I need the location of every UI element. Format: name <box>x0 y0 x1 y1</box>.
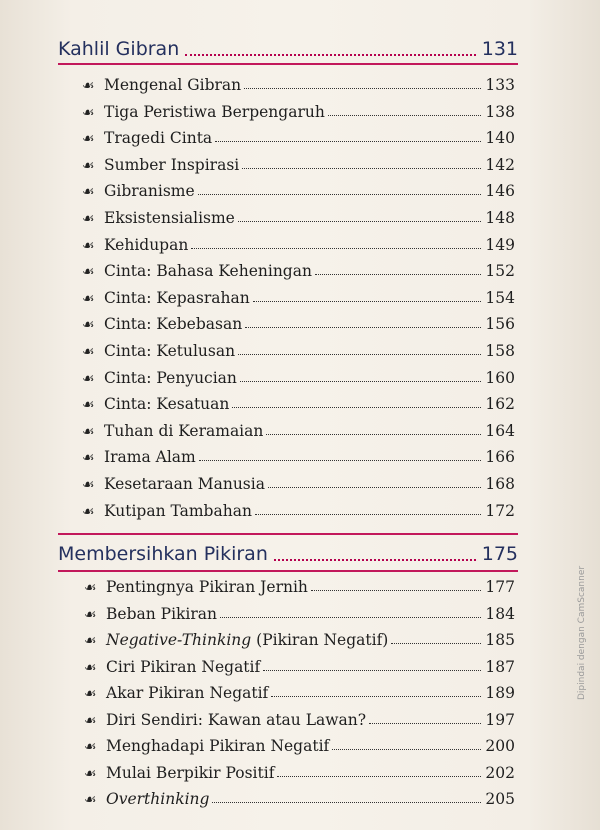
section-page-number: 131 <box>481 38 518 60</box>
fleuron-icon: ☙ <box>82 450 95 467</box>
toc-entry-title <box>104 209 235 227</box>
toc-entry-page-number: 160 <box>485 368 515 387</box>
toc-entry-title <box>104 262 312 280</box>
toc-entry <box>84 650 515 676</box>
toc-entry <box>82 201 515 227</box>
toc-entry-title <box>104 76 241 94</box>
toc-entry-title <box>104 236 188 254</box>
toc-entry-title-text: Irama Alam <box>104 448 196 467</box>
fleuron-icon: ☙ <box>82 477 95 493</box>
fleuron-icon: ☙ <box>82 317 95 334</box>
toc-entry-title-text: Pentingnya Pikiran Jernih <box>106 578 308 596</box>
toc-entry-title-text: (Pikiran Negatif) <box>251 631 389 649</box>
leader-dots <box>274 559 476 561</box>
fleuron-icon: ☙ <box>82 157 95 174</box>
toc-entry-title-text: Gibranisme <box>104 182 195 201</box>
toc-entry-page-number: 197 <box>485 710 515 729</box>
fleuron-icon: ☙ <box>82 131 95 148</box>
toc-entry-page-number: 184 <box>485 604 515 623</box>
toc-entry-page-number: 185 <box>485 631 515 649</box>
fleuron-icon: ☙ <box>82 211 95 227</box>
leader-dots <box>271 696 481 697</box>
leader-dots <box>391 643 481 644</box>
toc-entry-title <box>104 129 212 147</box>
toc-entry-title-text: Cinta: Penyucian <box>104 368 237 387</box>
toc-entry-title <box>104 182 195 200</box>
leader-dots <box>242 168 481 169</box>
toc-entry-title-text: Tragedi Cinta <box>104 129 213 148</box>
toc-entry-page-number: 148 <box>485 209 515 227</box>
toc-entry-page-number: 133 <box>485 76 515 94</box>
toc-entry-title <box>104 395 229 413</box>
toc-entry-page-number: 189 <box>485 684 515 702</box>
toc-entry <box>84 703 515 729</box>
fleuron-icon: ☙ <box>82 290 95 307</box>
toc-entry-title <box>104 369 237 387</box>
fleuron-icon: ☙ <box>82 423 95 440</box>
toc-entry-title <box>106 737 329 755</box>
fleuron-icon: ☙ <box>84 765 97 782</box>
toc-entry-title <box>104 315 242 333</box>
leader-dots <box>277 776 481 777</box>
toc-entry-title-text: Cinta: Kesatuan <box>104 395 230 414</box>
toc-entry <box>82 414 515 440</box>
toc-entry-page-number: 172 <box>485 501 515 520</box>
toc-entry-page-number: 168 <box>485 475 515 493</box>
toc-entry-page-number: 205 <box>485 790 515 808</box>
toc-entry-title <box>104 103 325 121</box>
leader-dots <box>268 487 481 488</box>
leader-dots <box>255 514 481 515</box>
toc-entry-title <box>106 764 274 782</box>
toc-entry-title <box>106 711 366 729</box>
toc-entry <box>82 494 515 520</box>
toc-entry <box>84 782 515 808</box>
toc-entry-title <box>104 502 252 520</box>
fleuron-icon: ☙ <box>82 184 95 201</box>
toc-entry-page-number: 187 <box>485 657 515 676</box>
toc-entry <box>84 570 515 596</box>
section-title: Kahlil Gibran <box>58 38 180 60</box>
leader-dots <box>238 221 482 222</box>
toc-entry-title-text: Ciri Pikiran Negatif <box>106 657 261 676</box>
toc-entry-page-number: 156 <box>485 315 515 334</box>
toc-entry-title <box>104 289 250 307</box>
toc-entry-title-text: Kehidupan <box>104 235 189 254</box>
toc-entry-title-text: Cinta: Ketulusan <box>104 342 236 360</box>
toc-entry-page-number: 200 <box>485 737 515 755</box>
leader-dots <box>215 141 481 142</box>
toc-entry-page-number: 177 <box>485 578 515 596</box>
toc-entry-page-number: 154 <box>485 288 515 307</box>
toc-entry-title-text: Menghadapi Pikiran Negatif <box>106 737 330 755</box>
toc-entry-title <box>106 605 217 623</box>
leader-dots <box>185 54 475 56</box>
fleuron-icon: ☙ <box>84 606 97 623</box>
toc-entry <box>82 307 515 333</box>
toc-entry <box>82 281 515 307</box>
toc-entry <box>82 95 515 121</box>
toc-entry <box>82 121 515 147</box>
section-rule <box>58 533 518 535</box>
toc-entry-page-number: 146 <box>485 182 515 201</box>
toc-entry-title <box>106 631 388 649</box>
leader-dots <box>263 670 481 671</box>
toc-entry-title <box>104 475 265 493</box>
toc-entry-title-text: Cinta: Bahasa Keheningan <box>104 262 312 281</box>
toc-entry <box>82 148 515 174</box>
fleuron-icon: ☙ <box>84 739 97 755</box>
toc-entry-title-text: Mulai Berpikir Positif <box>106 763 275 782</box>
toc-entry-title-text: Beban Pikiran <box>106 604 218 623</box>
section-rule <box>58 63 518 65</box>
toc-entry-title-text: Tiga Peristiwa Berpengaruh <box>104 102 325 121</box>
toc-entry-title <box>106 658 260 676</box>
fleuron-icon: ☙ <box>82 370 95 387</box>
toc-entry <box>84 756 515 782</box>
section-heading <box>58 537 518 565</box>
toc-entry-title <box>104 342 235 360</box>
toc-entry-title <box>104 156 239 174</box>
toc-entry-page-number: 158 <box>485 342 515 360</box>
toc-entry-title-text: Kutipan Tambahan <box>104 501 252 520</box>
toc-entry <box>84 623 515 649</box>
leader-dots <box>369 723 481 724</box>
leader-dots <box>245 327 481 328</box>
leader-dots <box>311 590 482 591</box>
section-page-number: 175 <box>481 543 518 565</box>
toc-entry-title-text: Mengenal Gibran <box>104 76 242 94</box>
leader-dots <box>232 407 481 408</box>
leader-dots <box>199 460 482 461</box>
toc-entry-page-number: 202 <box>485 763 515 782</box>
toc-entry-page-number: 164 <box>485 421 515 440</box>
leader-dots <box>212 802 481 803</box>
toc-entry-title-text: Cinta: Kebebasan <box>104 315 243 334</box>
toc-entry-title-text: Akar Pikiran Negatif <box>106 684 269 702</box>
toc-entry <box>82 174 515 200</box>
fleuron-icon: ☙ <box>82 344 95 360</box>
fleuron-icon: ☙ <box>84 659 97 676</box>
section-heading <box>58 32 518 60</box>
toc-entry <box>82 440 515 466</box>
toc-entry-title-italic: Overthinking <box>106 790 210 808</box>
fleuron-icon: ☙ <box>82 397 95 414</box>
leader-dots <box>198 194 482 195</box>
toc-entry-title <box>104 448 196 466</box>
toc-entry-title-text: Cinta: Kepasrahan <box>104 288 250 307</box>
fleuron-icon: ☙ <box>84 633 97 649</box>
toc-entry-title <box>106 684 268 702</box>
toc-entry-page-number: 142 <box>485 155 515 174</box>
leader-dots <box>240 381 481 382</box>
leader-dots <box>238 354 481 355</box>
fleuron-icon: ☙ <box>84 792 97 808</box>
leader-dots <box>253 301 482 302</box>
toc-entry-title-text: Tuhan di Keramaian <box>104 421 264 440</box>
toc-entry-page-number: 152 <box>485 262 515 281</box>
toc-entry-title-text: Sumber Inspirasi <box>104 155 240 174</box>
leader-dots <box>191 248 481 249</box>
toc-entry <box>82 68 515 94</box>
toc-entry-title <box>104 422 263 440</box>
toc-entry-title-text: Eksistensialisme <box>104 209 235 227</box>
toc-entry <box>82 387 515 413</box>
leader-dots <box>244 88 481 89</box>
leader-dots <box>220 617 481 618</box>
fleuron-icon: ☙ <box>82 264 95 281</box>
toc-entry-page-number: 138 <box>485 102 515 121</box>
toc-entry-title <box>106 790 209 808</box>
toc-entry <box>84 729 515 755</box>
fleuron-icon: ☙ <box>82 237 95 254</box>
toc-entry-page-number: 166 <box>485 448 515 467</box>
fleuron-icon: ☙ <box>84 686 97 702</box>
toc-entry <box>82 334 515 360</box>
fleuron-icon: ☙ <box>84 580 97 596</box>
fleuron-icon: ☙ <box>84 712 97 729</box>
toc-entry <box>82 467 515 493</box>
fleuron-icon: ☙ <box>82 78 95 94</box>
toc-entry-page-number: 162 <box>485 395 515 414</box>
toc-entry-title <box>106 578 308 596</box>
toc-entry-title-text: Kesetaraan Manusia <box>104 475 265 493</box>
leader-dots <box>332 749 481 750</box>
toc-entry-title-italic: Negative-Thinking <box>106 631 252 649</box>
toc-entry <box>84 597 515 623</box>
toc-entry-title-text: Diri Sendiri: Kawan atau Lawan? <box>106 710 367 729</box>
leader-dots <box>315 274 481 275</box>
toc-entry-page-number: 140 <box>485 129 515 148</box>
toc-entry-page-number: 149 <box>485 235 515 254</box>
section-title: Membersihkan Pikiran <box>58 543 268 565</box>
leader-dots <box>266 434 481 435</box>
fleuron-icon: ☙ <box>82 503 95 520</box>
leader-dots <box>328 115 482 116</box>
toc-entry <box>84 676 515 702</box>
toc-entry <box>82 361 515 387</box>
fleuron-icon: ☙ <box>82 104 95 121</box>
toc-entry <box>82 228 515 254</box>
scanner-watermark: Dipindai dengan CamScanner <box>577 565 587 700</box>
toc-entry <box>82 254 515 280</box>
